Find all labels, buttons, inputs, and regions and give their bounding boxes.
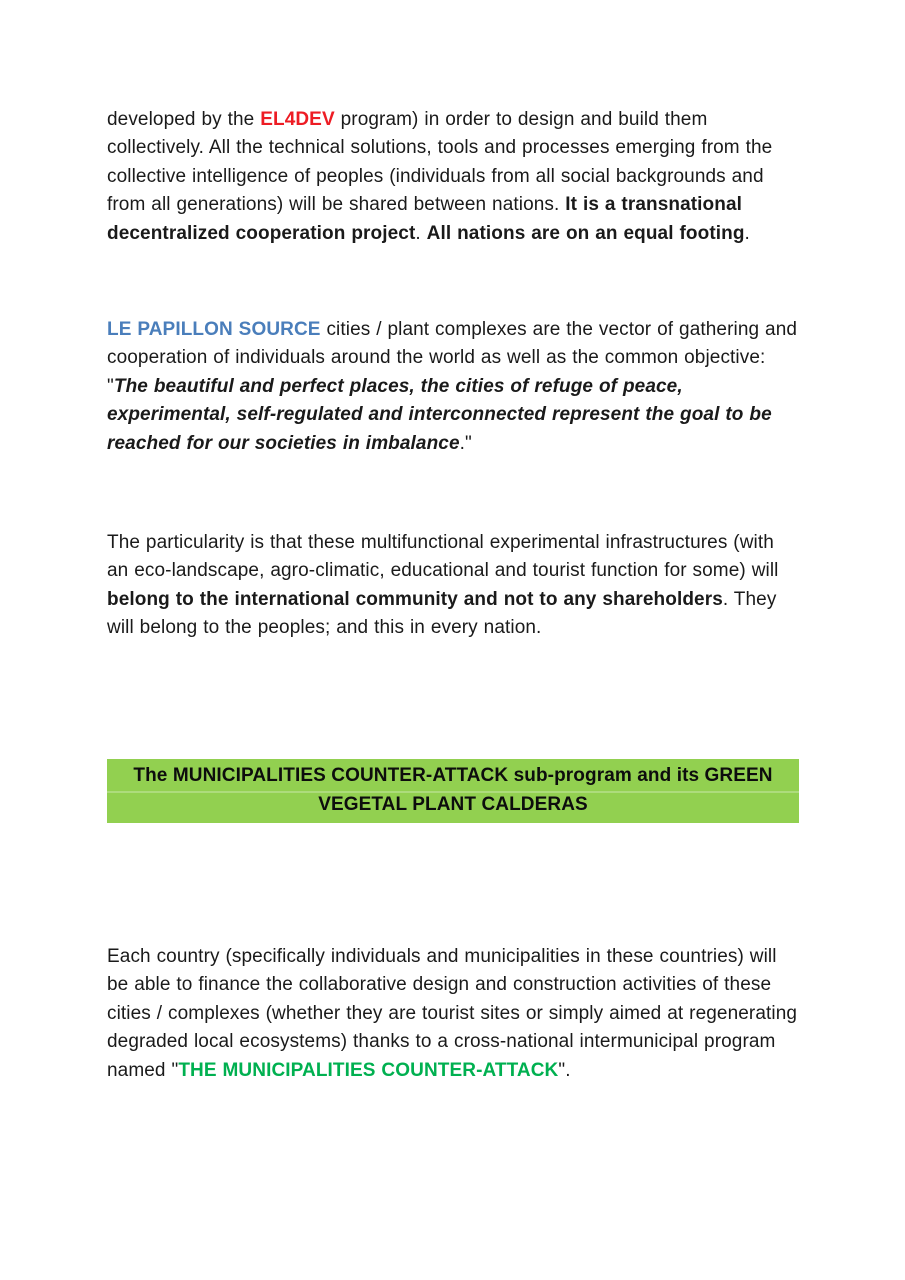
text-segment: All nations are on an equal footing [426, 222, 745, 244]
text-segment: It is a transnational decentralized cooperation project [107, 194, 743, 244]
section-heading-band: The MUNICIPALITIES COUNTER-ATTACK sub-program and its GREEN VEGETAL PLANT CALDERAS [107, 759, 799, 823]
text-segment: The particularity is that these multifunctional experimental infrastructures (with an eco-landscape, agro-climatic, educational and tourist function for some) will [107, 532, 779, 582]
text-segment: The beautiful and perfect places, the cities of refuge of peace, experimental, self-regulated and interconnected represent the goal to be reached for our societies in imbalance [107, 375, 772, 454]
text-segment: belong to the international community and not to any shareholders [107, 588, 723, 610]
text-segment: cities / plant complexes are the vector of gathering and cooperation of individuals around the world as well as the common objective: " [107, 319, 798, 397]
text-segment: . [415, 222, 427, 244]
text-segment: THE MUNICIPALITIES COUNTER-ATTACK [178, 1059, 559, 1081]
paragraph-particularity [107, 529, 799, 643]
text-segment: developed by the [107, 109, 261, 130]
text-segment: LE PAPILLON SOURCE [107, 319, 321, 340]
text-segment: Each country (specifically individuals and municipalities in these countries) will be able to finance the collaborative design and construction activities of these cities / complexes (whether they are tourist sites or simply aimed at regenerating degraded local ecosystems) thanks to a cross-national intermunicipal program named " [107, 946, 798, 1081]
paragraph-each-country [107, 943, 799, 1085]
text-segment: ." [459, 432, 472, 454]
text-segment: program) in order to design and build them collectively. All the technical solutions, tools and processes emerging from the collective intelligence of peoples (individuals from all social backgrounds and from all generations) will be shared between nations. [107, 109, 773, 216]
text-segment: . [744, 222, 750, 244]
paragraph-transnational-project [107, 106, 799, 248]
text-segment: ". [558, 1059, 571, 1081]
paragraph-papillon-source [107, 316, 799, 458]
text-segment: EL4DEV [260, 109, 335, 130]
text-segment: . They will belong to the peoples; and this in every nation. [107, 588, 777, 639]
